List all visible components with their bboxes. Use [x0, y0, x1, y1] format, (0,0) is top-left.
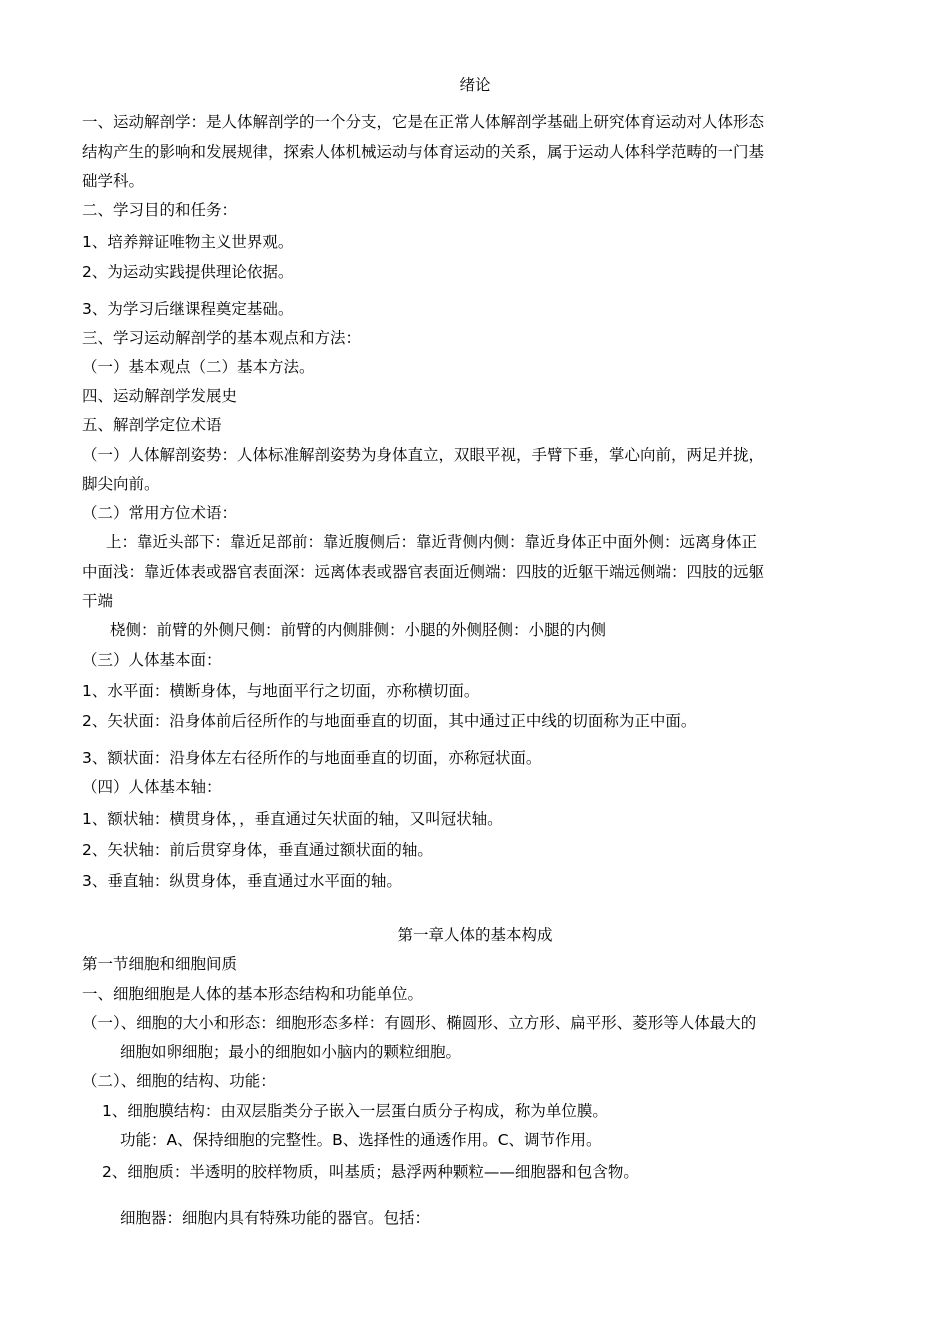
cell-heading: 一、细胞细胞是人体的基本形态结构和功能单位。: [82, 985, 424, 1003]
goal-item-3: 3、为学习后继课程奠定基础。: [82, 300, 294, 318]
cell-size-line-1: （一）、细胞的大小和形态：细胞形态多样：有圆形、椭圆形、立方形、扁平形、菱形等人体最大的: [82, 1014, 757, 1032]
section-heading-goals: 二、学习目的和任务：: [82, 201, 238, 219]
section-heading-history: 四、运动解剖学发展史: [82, 387, 238, 405]
intro-title: 绪论: [459, 76, 491, 94]
definition-line-3: 础学科。: [82, 172, 145, 190]
subsection-planes: （三）人体基本面：: [82, 651, 222, 669]
section-title: 第一节细胞和细胞间质: [82, 955, 238, 973]
plane-item-2: 2、矢状面：沿身体前后径所作的与地面垂直的切面，其中通过正中线的切面称为正中面。: [82, 712, 697, 730]
direction-terms-line-1: 上：靠近头部下：靠近足部前：靠近腹侧后：靠近背侧内侧：靠近身体正中面外侧：远离身体正: [106, 533, 758, 551]
plane-item-3: 3、额状面：沿身体左右径所作的与地面垂直的切面，亦称冠状面。: [82, 749, 542, 767]
axis-item-1: 1、额状轴：横贯身体，，垂直通过矢状面的轴，又叫冠状轴。: [82, 810, 503, 828]
direction-terms-line-2: 中面浅：靠近体表或器官表面深：远离体表或器官表面近侧端：四肢的近躯干端远侧端：四肢的远躯: [82, 563, 765, 581]
cell-structure-heading: （二）、细胞的结构、功能：: [82, 1072, 276, 1090]
cytoplasm: 2、细胞质：半透明的胶样物质，叫基质；悬浮两种颗粒——细胞器和包含物。: [102, 1163, 639, 1181]
direction-terms-line-4: 桡侧：前臂的外侧尺侧：前臂的内侧腓侧：小腿的外侧胫侧：小腿的内侧: [110, 621, 607, 639]
plane-item-1: 1、水平面：横断身体，与地面平行之切面，亦称横切面。: [82, 682, 480, 700]
cell-size-line-2: 细胞如卵细胞；最小的细胞如小脑内的颗粒细胞。: [120, 1043, 462, 1061]
posture-line-1: （一）人体解剖姿势：人体标准解剖姿势为身体直立，双眼平视，手臂下垂，掌心向前，两足并拢，: [82, 446, 765, 464]
goal-item-1: 1、培养辩证唯物主义世界观。: [82, 233, 294, 251]
organelles: 细胞器：细胞内具有特殊功能的器官。包括：: [120, 1209, 431, 1227]
subsection-axes: （四）人体基本轴：: [82, 778, 222, 796]
section-heading-terms: 五、解剖学定位术语: [82, 416, 222, 434]
axis-item-3: 3、垂直轴：纵贯身体，垂直通过水平面的轴。: [82, 872, 402, 890]
definition-line-2: 结构产生的影响和发展规律，探索人体机械运动与体育运动的关系，属于运动人体科学范畴的一门基: [82, 143, 765, 161]
definition-line-1: 一、运动解剖学：是人体解剖学的一个分支，它是在正常人体解剖学基础上研究体育运动对人体形态: [82, 113, 765, 131]
chapter-title: 第一章人体的基本构成: [397, 926, 553, 944]
methods-item: （一）基本观点（二）基本方法。: [82, 358, 315, 376]
posture-line-2: 脚尖向前。: [82, 475, 160, 493]
cell-membrane: 1、细胞膜结构：由双层脂类分子嵌入一层蛋白质分子构成，称为单位膜。: [102, 1102, 608, 1120]
goal-item-2: 2、为运动实践提供理论依据。: [82, 263, 294, 281]
axis-item-2: 2、矢状轴：前后贯穿身体，垂直通过额状面的轴。: [82, 841, 433, 859]
section-heading-methods: 三、学习运动解剖学的基本观点和方法：: [82, 329, 362, 347]
cell-membrane-function: 功能：A、保持细胞的完整性。B、选择性的通透作用。C、调节作用。: [120, 1131, 602, 1149]
direction-terms-line-3: 干端: [82, 592, 114, 610]
subsection-direction-terms: （二）常用方位术语：: [82, 504, 238, 522]
